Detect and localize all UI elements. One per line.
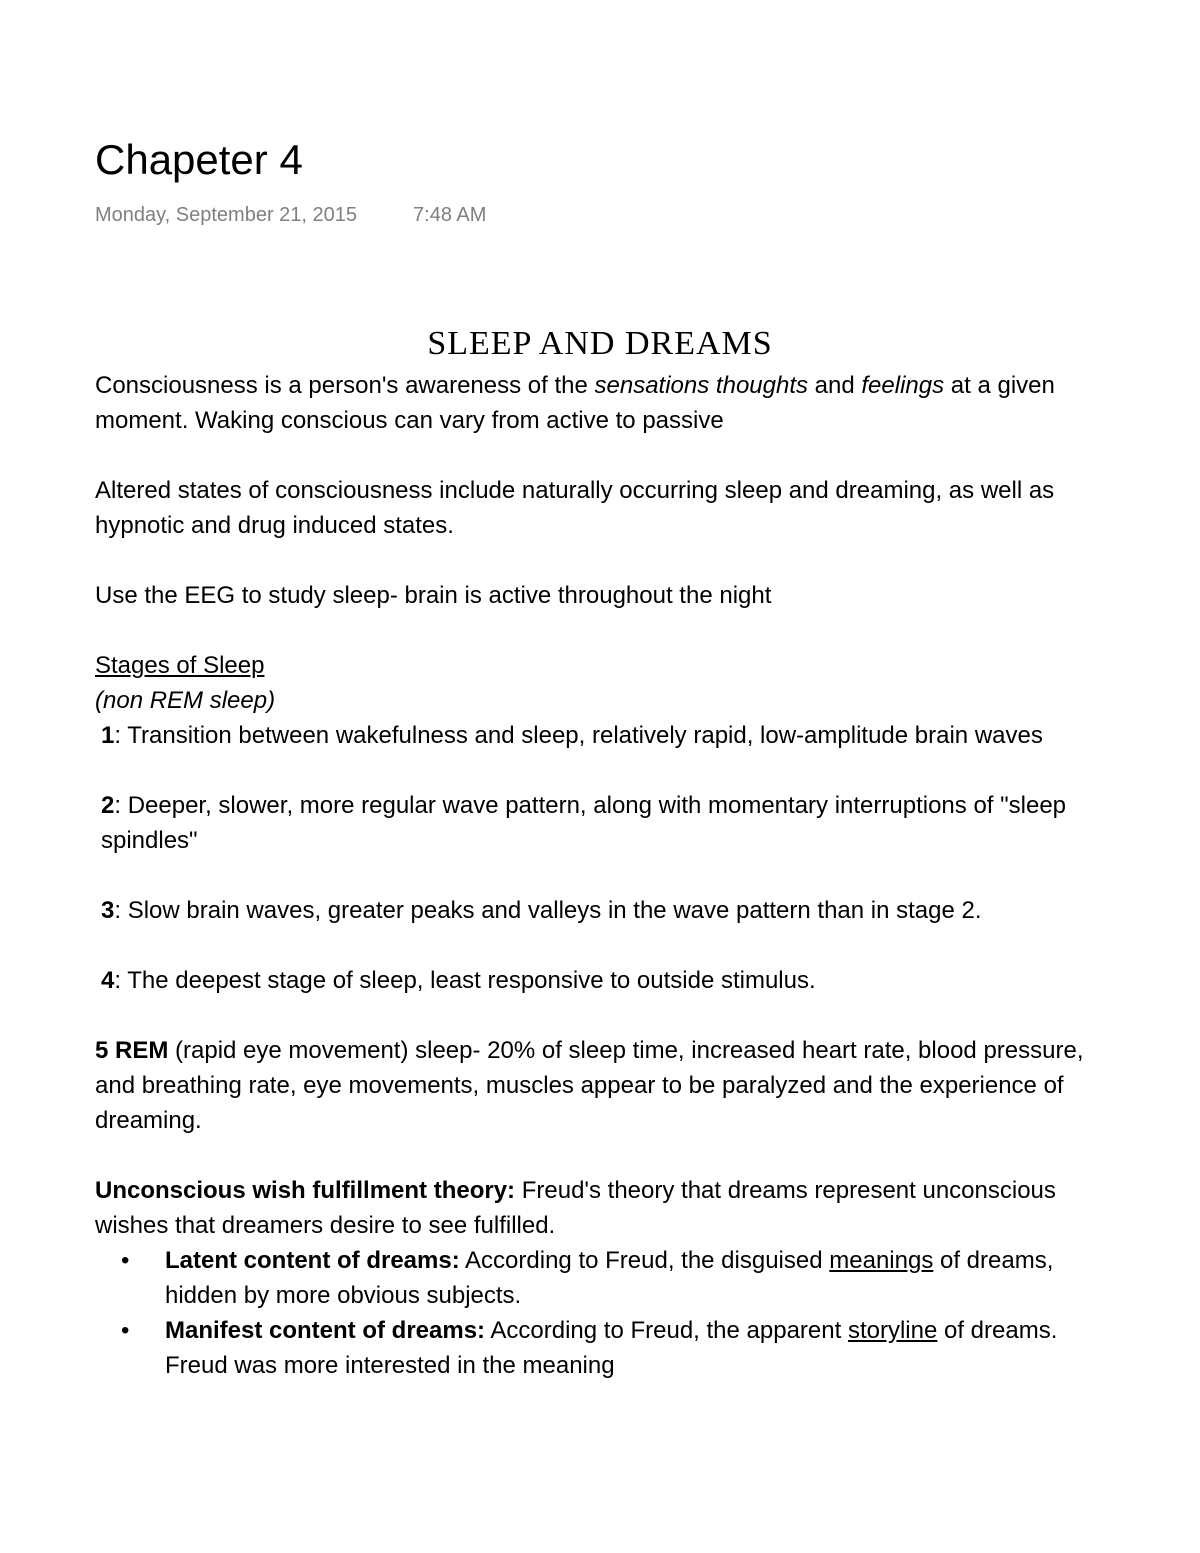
manifest-underlined: storyline (847, 1317, 938, 1344)
stages-heading: Stages of Sleep (95, 652, 265, 679)
intro-text-c: at a given moment. Waking conscious can vary from active to passive (95, 372, 1055, 434)
altered-states-paragraph: Altered states of consciousness include naturally occurring sleep and dreaming, as well as hypnotic and drug induced states. (95, 477, 1055, 539)
bullet-icon: • (121, 1247, 130, 1274)
theory-paragraph (95, 1173, 1105, 1243)
stage-2-number: 2 (101, 792, 115, 819)
note-timestamp (95, 202, 486, 228)
stage-3-text: : Slow brain waves, greater peaks and valleys in the wave pattern than in stage 2. (114, 897, 982, 924)
stage-2-text: : Deeper, slower, more regular wave pattern, along with momentary interruptions of "sleep spindles" (101, 792, 1067, 854)
list-item (95, 1313, 1105, 1383)
page-title: Chapeter 4 (95, 136, 303, 183)
stage-2 (95, 788, 1105, 858)
intro-emphasis-feelings: feelings (861, 372, 945, 399)
stage-4 (95, 963, 1105, 998)
intro-emphasis-sensations: sensations thoughts (594, 372, 808, 399)
latent-text-b: of dreams, hidden by more obvious subjects. (165, 1247, 1054, 1309)
latent-underlined: meanings (829, 1247, 934, 1274)
section-heading: SLEEP AND DREAMS (427, 325, 773, 362)
intro-text-a: Consciousness is a person's awareness of the (95, 372, 595, 399)
dream-content-list (95, 1243, 1105, 1383)
note-body (95, 368, 1105, 1383)
note-time: 7:48 AM (413, 204, 487, 226)
list-item (95, 1243, 1105, 1313)
intro-paragraph (95, 368, 1105, 438)
stage-1-text: : Transition between wakefulness and sleep, relatively rapid, low-amplitude brain waves (114, 722, 1043, 749)
stage-rem-label: 5 REM (95, 1037, 169, 1064)
stage-4-number: 4 (101, 967, 115, 994)
theory-label: Unconscious wish fulfillment theory: (95, 1177, 516, 1204)
stage-4-text: : The deepest stage of sleep, least responsive to outside stimulus. (114, 967, 816, 994)
intro-text-b: and (808, 372, 862, 399)
manifest-text-b: of dreams. Freud was more interested in the meaning (165, 1317, 1058, 1379)
latent-text-a: According to Freud, the disguised (459, 1247, 830, 1274)
stage-rem-text: (rapid eye movement) sleep- 20% of sleep time, increased heart rate, blood pressure, and breathing rate, eye movements, muscles appear to be paralyzed and the experience of dreaming. (95, 1037, 1084, 1134)
stage-1-number: 1 (101, 722, 115, 749)
stage-3-number: 3 (101, 897, 115, 924)
stage-1 (95, 718, 1105, 753)
eeg-paragraph: Use the EEG to study sleep- brain is active throughout the night (95, 582, 772, 609)
stage-3 (95, 893, 1105, 928)
manifest-text-a: According to Freud, the apparent (485, 1317, 848, 1344)
bullet-icon: • (121, 1317, 130, 1344)
stages-subheading-text: (non REM sleep) (95, 687, 276, 714)
manifest-label: Manifest content of dreams: (165, 1317, 486, 1344)
note-date: Monday, September 21, 2015 (95, 204, 358, 226)
stage-rem (95, 1033, 1105, 1138)
theory-text: Freud's theory that dreams represent unconscious wishes that dreamers desire to see fulfilled. (95, 1177, 1056, 1239)
stages-subheading (95, 683, 1105, 718)
latent-label: Latent content of dreams: (165, 1247, 460, 1274)
